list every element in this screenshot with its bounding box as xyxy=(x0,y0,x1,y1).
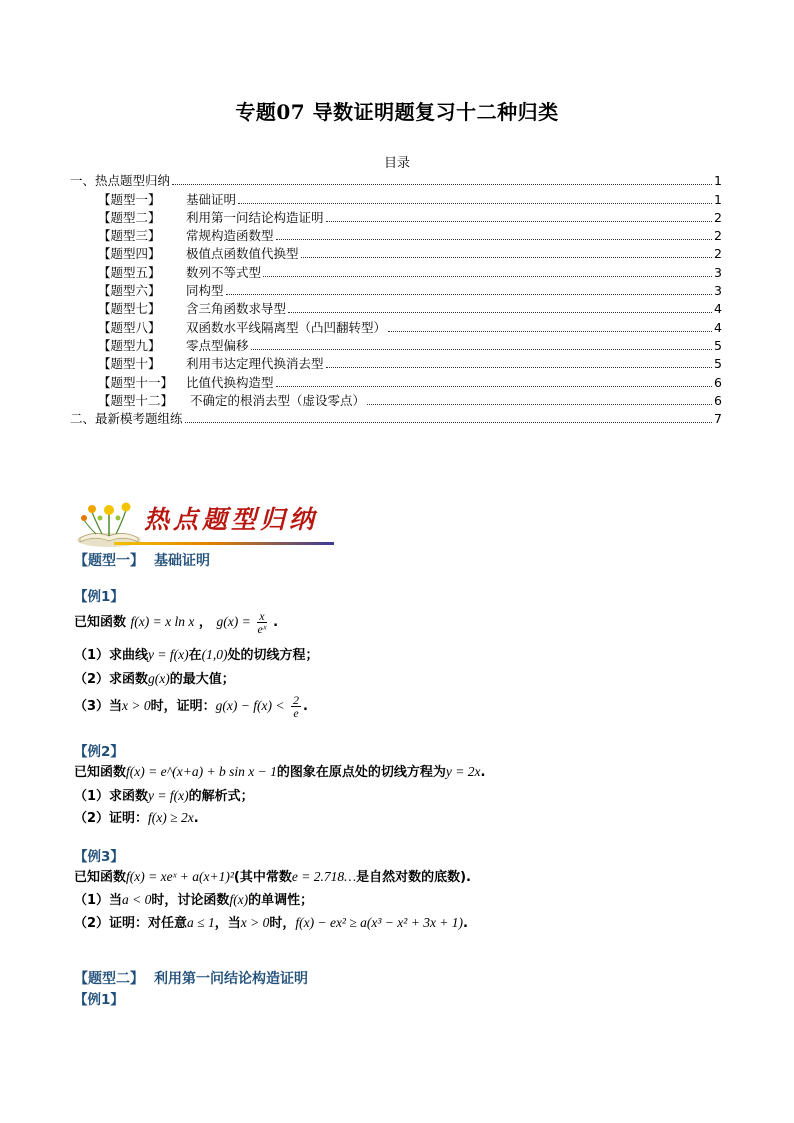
document-title: 专题07 导数证明题复习十二种归类 xyxy=(235,100,559,124)
toc-entry[interactable] xyxy=(70,392,722,410)
toc-leader-dots xyxy=(185,422,712,423)
text-segment: 时，讨论函数 xyxy=(151,893,230,908)
toc-entry-text: 利用第一问结论构造证明 xyxy=(186,209,324,225)
text-segment: 时， xyxy=(269,916,296,931)
toc-entry-tag: 【题型四】 xyxy=(98,246,161,262)
section-tag: 【题型一】 xyxy=(74,553,144,569)
math-expr: f(x) − ex² ≥ a(x³ − x² + 3x + 1) xyxy=(295,915,464,930)
section-heading-2 xyxy=(74,968,308,988)
text-segment: 的最大值； xyxy=(169,672,235,687)
example2-intro xyxy=(74,761,485,780)
math-tangent: y = 2x xyxy=(445,764,481,779)
text-segment: . xyxy=(463,916,468,931)
text-segment: . xyxy=(273,615,279,630)
hot-topics-banner xyxy=(74,494,334,550)
text-segment: （2）求函数 xyxy=(74,672,149,687)
toc-entry-tag: 【题型二】 xyxy=(98,209,161,225)
toc-page-number: 4 xyxy=(714,301,722,317)
banner-underline xyxy=(114,542,334,545)
toc-entry-tag: 【题型六】 xyxy=(98,283,161,299)
text-segment: 时，证明： xyxy=(150,699,216,714)
toc-leader-dots xyxy=(388,331,712,332)
toc-entry-tag: 【题型十一】 xyxy=(98,374,174,390)
toc-leader-dots xyxy=(226,294,712,295)
toc-entry-tag: 【题型一】 xyxy=(98,191,161,207)
text-segment: 是自然对数的底数). xyxy=(356,870,471,885)
text-segment: 在 xyxy=(188,648,202,663)
toc-leader-dots xyxy=(326,367,712,368)
toc-entry[interactable] xyxy=(70,337,722,355)
toc-leader-dots xyxy=(367,404,712,405)
toc-entry-tag: 【题型三】 xyxy=(98,228,161,244)
math-func: g(x) xyxy=(148,671,170,686)
toc-page-number: 5 xyxy=(714,337,722,353)
toc-leader-dots xyxy=(238,203,712,204)
text-segment: （2）证明： xyxy=(74,811,149,826)
toc-leader-dots xyxy=(301,257,712,258)
math-cond: x > 0 xyxy=(122,698,151,713)
text-segment: 处的切线方程； xyxy=(227,648,319,663)
toc-page-number: 2 xyxy=(714,209,722,225)
example1-q2 xyxy=(74,668,235,687)
toc-entry-tag: 【题型八】 xyxy=(98,319,161,335)
example-label-3: 【例3】 xyxy=(74,849,124,865)
fraction-numerator: 2 xyxy=(293,693,300,707)
text-segment: ， xyxy=(198,615,212,630)
toc-entry[interactable] xyxy=(70,373,722,391)
text-segment: 的单调性； xyxy=(248,893,314,908)
toc-entry-text: 双函数水平线隔离型（凸凹翻转型） xyxy=(186,319,387,335)
example3-q2 xyxy=(74,912,468,931)
math-f-def: f(x) = e^(x+a) + b sin x − 1 xyxy=(126,764,277,779)
math-point: (1,0) xyxy=(201,647,228,662)
math-expr: f(x) ≥ 2x xyxy=(148,810,194,825)
toc-entry-text: 零点型偏移 xyxy=(186,337,249,353)
text-segment: . xyxy=(303,699,308,714)
text-segment: . xyxy=(193,811,199,826)
toc-entry[interactable] xyxy=(70,263,722,281)
text-segment: (其中常数 xyxy=(233,870,292,885)
toc-page-number: 4 xyxy=(714,319,722,335)
toc-page-number: 1 xyxy=(714,191,722,207)
toc-leader-dots xyxy=(276,386,712,387)
math-e-value: e = 2.718… xyxy=(291,869,357,884)
toc-entry-text: 一、热点题型归纳 xyxy=(70,173,171,189)
toc-entry-tag: 【题型五】 xyxy=(98,264,161,280)
toc-entry-text: 数列不等式型 xyxy=(186,264,262,280)
toc-entry[interactable] xyxy=(70,245,722,263)
toc-entry[interactable] xyxy=(70,355,722,373)
text-segment: （1）当 xyxy=(74,893,123,908)
toc-entry[interactable] xyxy=(70,190,722,208)
toc-entry[interactable] xyxy=(70,227,722,245)
fraction xyxy=(291,694,301,719)
toc-page-number: 5 xyxy=(714,356,722,372)
example3-q1 xyxy=(74,889,313,908)
fraction-numerator: x xyxy=(259,609,265,623)
fraction-denominator: eˣ xyxy=(257,622,267,636)
math-f-def: f(x) = x ln x xyxy=(130,614,195,629)
example-label-2: 【例2】 xyxy=(74,744,124,760)
banner-title: 热点题型归纳 xyxy=(144,505,319,534)
text-segment: . xyxy=(480,765,486,780)
text-segment: 已知函数 xyxy=(74,765,127,780)
example-label-1: 【例1】 xyxy=(74,589,124,605)
fraction-denominator: e xyxy=(293,706,299,720)
toc-page-number: 6 xyxy=(714,392,722,408)
toc-page-number: 6 xyxy=(714,374,722,390)
section-title: 基础证明 xyxy=(154,553,210,569)
toc-leader-dots xyxy=(251,349,712,350)
toc-entry-text: 基础证明 xyxy=(186,191,237,207)
toc-page-number: 3 xyxy=(714,283,722,299)
math-func: y = f(x) xyxy=(148,788,189,803)
toc-entry[interactable] xyxy=(70,300,722,318)
toc-entry-text: 不确定的根消去型（虚设零点） xyxy=(186,392,365,408)
text-segment: （2）证明：对任意 xyxy=(74,916,188,931)
toc-entry-tag: 【题型十】 xyxy=(98,356,161,372)
text-segment: 已知函数 xyxy=(74,870,127,885)
text-segment: （3）当 xyxy=(74,699,123,714)
example2-q1 xyxy=(74,785,254,804)
section-tag: 【题型二】 xyxy=(74,971,144,987)
fraction xyxy=(257,610,266,635)
toc-entry-tag: 【题型七】 xyxy=(98,301,161,317)
toc-page-number: 2 xyxy=(714,246,722,262)
toc-leader-dots xyxy=(172,184,712,185)
math-curve: y = f(x) xyxy=(148,647,189,662)
toc-heading: 目录 xyxy=(383,156,410,171)
toc-page-number: 2 xyxy=(714,228,722,244)
table-of-contents xyxy=(70,172,722,428)
example3-intro xyxy=(74,866,471,885)
toc-entry[interactable] xyxy=(70,282,722,300)
toc-leader-dots xyxy=(276,239,712,240)
toc-entry-text: 常规构造函数型 xyxy=(186,228,274,244)
section-heading-1 xyxy=(74,550,210,570)
toc-entry[interactable] xyxy=(70,209,722,227)
toc-entry[interactable] xyxy=(70,410,722,428)
math-expr: g(x) − f(x) < xyxy=(215,698,285,713)
toc-page-number: 7 xyxy=(714,411,722,427)
toc-entry-text: 二、最新模考题组练 xyxy=(70,411,183,427)
example1-q3 xyxy=(74,694,308,719)
math-g-lhs: g(x) = xyxy=(216,614,251,629)
text-segment: 的图象在原点处的切线方程为 xyxy=(276,765,446,780)
toc-entry-text: 比值代换构造型 xyxy=(186,374,274,390)
math-cond: x > 0 xyxy=(240,915,270,930)
text-segment: （1）求函数 xyxy=(74,789,149,804)
example1-q1 xyxy=(74,644,319,663)
toc-entry-text: 含三角函数求导型 xyxy=(186,301,287,317)
toc-entry-text: 同构型 xyxy=(186,283,224,299)
toc-leader-dots xyxy=(326,221,712,222)
math-func: f(x) xyxy=(229,892,249,907)
text-segment: 已知函数 xyxy=(74,615,127,630)
toc-leader-dots xyxy=(288,312,712,313)
example-label-section2: 【例1】 xyxy=(74,992,124,1008)
text-segment: ，当 xyxy=(214,916,241,931)
math-cond: a ≤ 1 xyxy=(187,915,215,930)
toc-leader-dots xyxy=(263,276,712,277)
math-f-def: f(x) = xeˣ + a(x+1)² xyxy=(126,869,234,884)
toc-entry-tag: 【题型十二】 xyxy=(98,392,174,408)
toc-entry-text: 利用韦达定理代换消去型 xyxy=(186,356,324,372)
section-title: 利用第一问结论构造证明 xyxy=(154,971,308,987)
toc-page-number: 3 xyxy=(714,264,722,280)
math-cond: a < 0 xyxy=(122,892,152,907)
toc-entry[interactable] xyxy=(70,172,722,190)
text-segment: （1）求曲线 xyxy=(74,648,149,663)
toc-page-number: 1 xyxy=(714,173,722,189)
example1-intro xyxy=(74,610,278,635)
toc-entry-tag: 【题型九】 xyxy=(98,337,161,353)
text-segment: 的解析式； xyxy=(188,789,254,804)
toc-entry[interactable] xyxy=(70,318,722,336)
toc-entry-text: 极值点函数值代换型 xyxy=(186,246,299,262)
example2-q2 xyxy=(74,807,199,826)
